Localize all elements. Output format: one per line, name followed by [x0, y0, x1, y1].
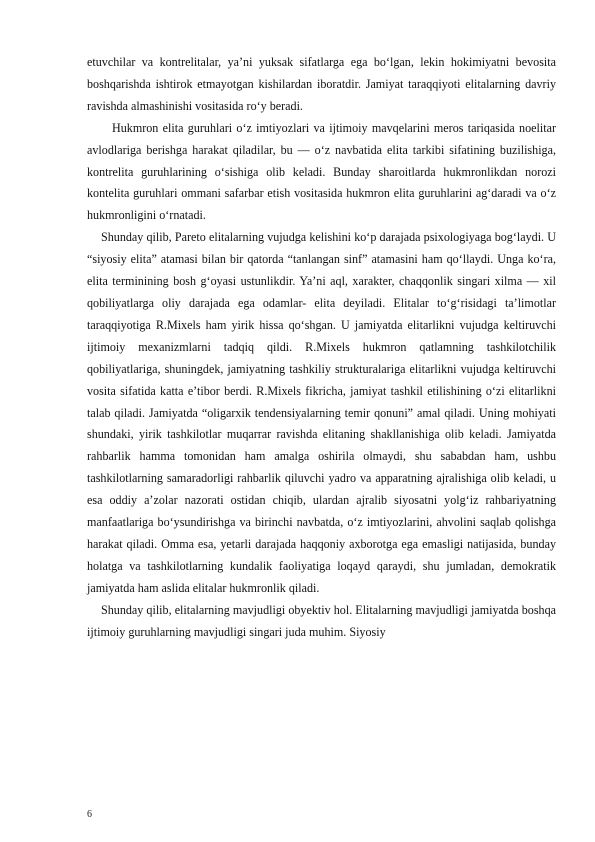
paragraph-1: etuvchilar va kontrelitalar, ya’ni yuksak sifatlarga ega bo‘lgan, lekin hokimiyatni bevosita boshqarishda ishtirok etmayotgan kishilardan iboratdir. Jamiyat taraqqiyoti elitalarning davriy ravishda almashinishi vositasida ro‘y beradi.: [87, 55, 556, 113]
paragraph-4: Shunday qilib, elitalarning mavjudligi obyektiv hol. Elitalarning mavjudligi jamiyatda boshqa ijtimoiy guruhlarning mavjudligi singari juda muhim. Siyosiy: [87, 602, 556, 639]
page-number: 6: [87, 809, 92, 820]
document-page: [87, 52, 556, 643]
paragraph-2: Hukmron elita guruhlari o‘z imtiyozlari va ijtimoiy mavqelarini meros tariqasida noelitar avlodlariga berishga harakat qiladilar, bu — o‘z navbatida elita tarkibi sifatining buzilishiga, kontrelita guruhlarining o‘sishiga olib keladi. Bunday sharoitlarda hukmronlikdan norozi kontelita guruhlari ommani safarbar etish vositasida hukmron elita guruhlarini ag‘daradi va o‘z hukmronligini o‘rnatadi.: [87, 120, 556, 223]
paragraph-3: Shunday qilib, Pareto elitalarning vujudga kelishini ko‘p darajada psixologiyaga bog‘laydi. U “siyosiy elita” atamasi bilan bir qatorda “tanlangan sinf” atamasini ham qo‘llaydi. Unga ko‘ra, elita terminining bosh g‘oyasi ustunlikdir. Ya’ni aql, xarakter, chaqqonlik singari xilma — xil qobiliyatlarga oliy darajada ega odamlar- elita deyiladi. Elitalar to‘g‘risidagi ta’limotlar taraqqiyotiga R.Mixels ham yirik hissa qo‘shgan. U jamiyatda elitarlikni vujudga keltiruvchi ijtimoiy mexanizmlarni tadqiq qildi. R.Mixels hukmron qatlamning tashkilotchilik qobiliyatlariga, shuningdek, jamiyatning tashkiliy strukturalariga elitarlikni vujudga keltiruvchi vosita sifatida katta e’tibor berdi. R.Mixels fikricha, jamiyat tashkil etilishining o‘zi elitarlikni talab qiladi. Jamiyatda “oligarxik tendensiyalarning temir qonuni” amal qiladi. Uning mohiyati shundaki, yirik tashkilotlar muqarrar ravishda elitaning shakllanishiga olib keladi. Jamiyatda rahbarlik hamma tomonidan ham amalga oshirila olmaydi, shu sababdan ham, ushbu tashkilotlarning samaradorligi rahbarlik qiluvchi yadro va apparatning ajralishiga olib keladi, u esa oddiy a’zolar nazorati ostidan chiqib, ulardan ajralib siyosatni yolg‘iz rahbariyatning manfaatlariga bo‘ysundirishga va birinchi navbatda, o‘z imtiyozlarini, ahvolini saqlab qolishga harakat qiladi. Omma esa, yetarli darajada haqqoniy axborotga ega emasligi natijasida, bunday holatga va tashkilotlarning kundalik faoliyatiga loqayd qaraydi, shu jumladan, demokratik jamiyatda ham aslida elitalar hukmronlik qiladi.: [87, 230, 556, 595]
